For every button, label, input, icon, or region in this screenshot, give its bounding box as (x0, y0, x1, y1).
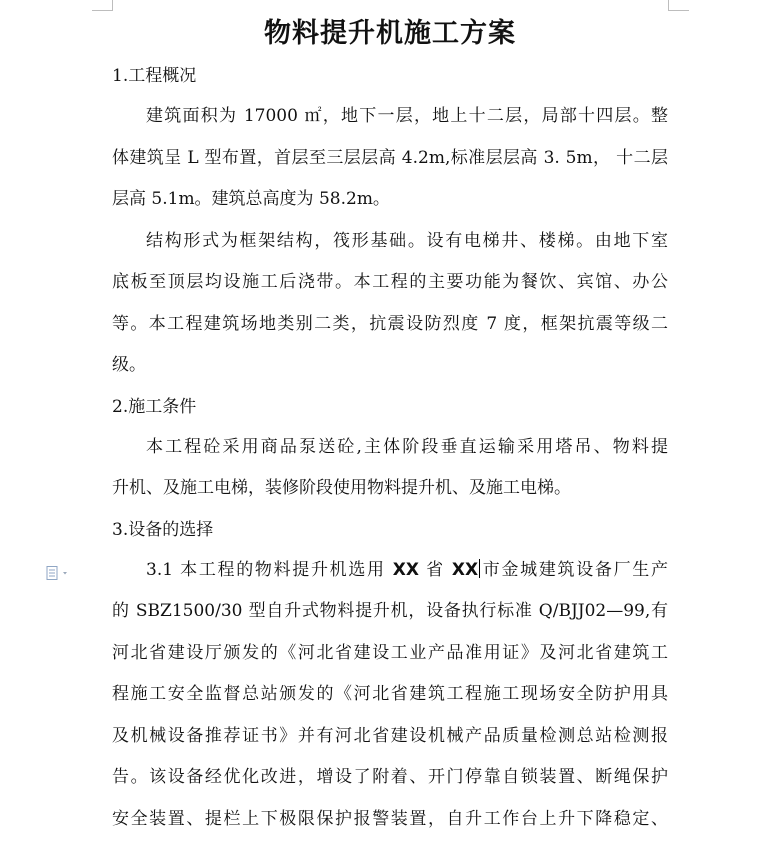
text-run-xx: XX (392, 559, 420, 580)
text-cursor (479, 559, 480, 578)
text-line: 本工程砼采用商品泵送砼,主体阶段垂直运输采用塔吊、物料提 (146, 436, 668, 457)
section-heading-2: 2.施工条件 (112, 396, 197, 417)
text-line: 体建筑呈 L 型布置，首层至三层层高 4.2m,标准层层高 3. 5m， 十二层 (112, 147, 668, 168)
document-title: 物料提升机施工方案 (264, 18, 516, 49)
text-line: 结构形式为框架结构，筏形基础。设有电梯井、楼梯。由地下室 (146, 230, 668, 251)
section-heading-1: 1.工程概况 (112, 66, 197, 86)
paragraph-doc-icon[interactable] (46, 566, 76, 580)
document-body (112, 12, 668, 840)
paragraph-construction-conditions (112, 427, 668, 510)
text-line: 及机械设备推荐证书》并有河北省建设机械产品质量检测总站检测报 (112, 725, 668, 746)
text-run: 市金城建筑设备厂生产 (481, 559, 668, 580)
margin-corner-mark-left (92, 0, 113, 11)
text-line: 建筑面积为 17000 ㎡，地下一层，地上十二层，局部十四层。整 (146, 106, 668, 126)
paragraph-building-overview (112, 96, 668, 221)
margin-corner-mark-right (668, 0, 689, 11)
text-line (112, 550, 668, 592)
text-run: 3.1 本工程的物料提升机选用 (146, 559, 393, 580)
text-line: 安全装置、提栏上下极限保护报警装置，自升工作台上升下降稳定、 (112, 808, 668, 829)
text-line: 级。 (112, 355, 146, 375)
text-line: 底板至顶层均设施工后浇带。本工程的主要功能为餐饮、宾馆、办公 (112, 272, 668, 292)
paragraph-equipment-selection[interactable] (112, 550, 668, 841)
text-line: 等。本工程建筑场地类别二类，抗震设防烈度 7 度，框架抗震等级二 (112, 313, 668, 334)
text-line: 升机、及施工电梯，装修阶段使用物料提升机、及施工电梯。 (112, 478, 571, 498)
text-line: 层高 5.1m。建筑总高度为 58.2m。 (112, 189, 390, 209)
text-line: 的 SBZ1500/30 型自升式物料提升机，设备执行标准 Q/BJJ02—99,有 (112, 601, 668, 621)
paragraph-structure (112, 221, 668, 387)
section-heading-3: 3.设备的选择 (112, 519, 214, 540)
text-run-xx: XX (451, 559, 479, 580)
text-line: 河北省建设厅颁发的《河北省建设工业产品准用证》及河北省建筑工 (112, 642, 668, 663)
text-line: 告。该设备经优化改进，增设了附着、开门停靠自锁装置、断绳保护 (112, 767, 668, 787)
text-line: 程施工安全监督总站颁发的《河北省建筑工程施工现场安全防护用具 (112, 684, 668, 704)
text-run: 省 (419, 559, 452, 580)
